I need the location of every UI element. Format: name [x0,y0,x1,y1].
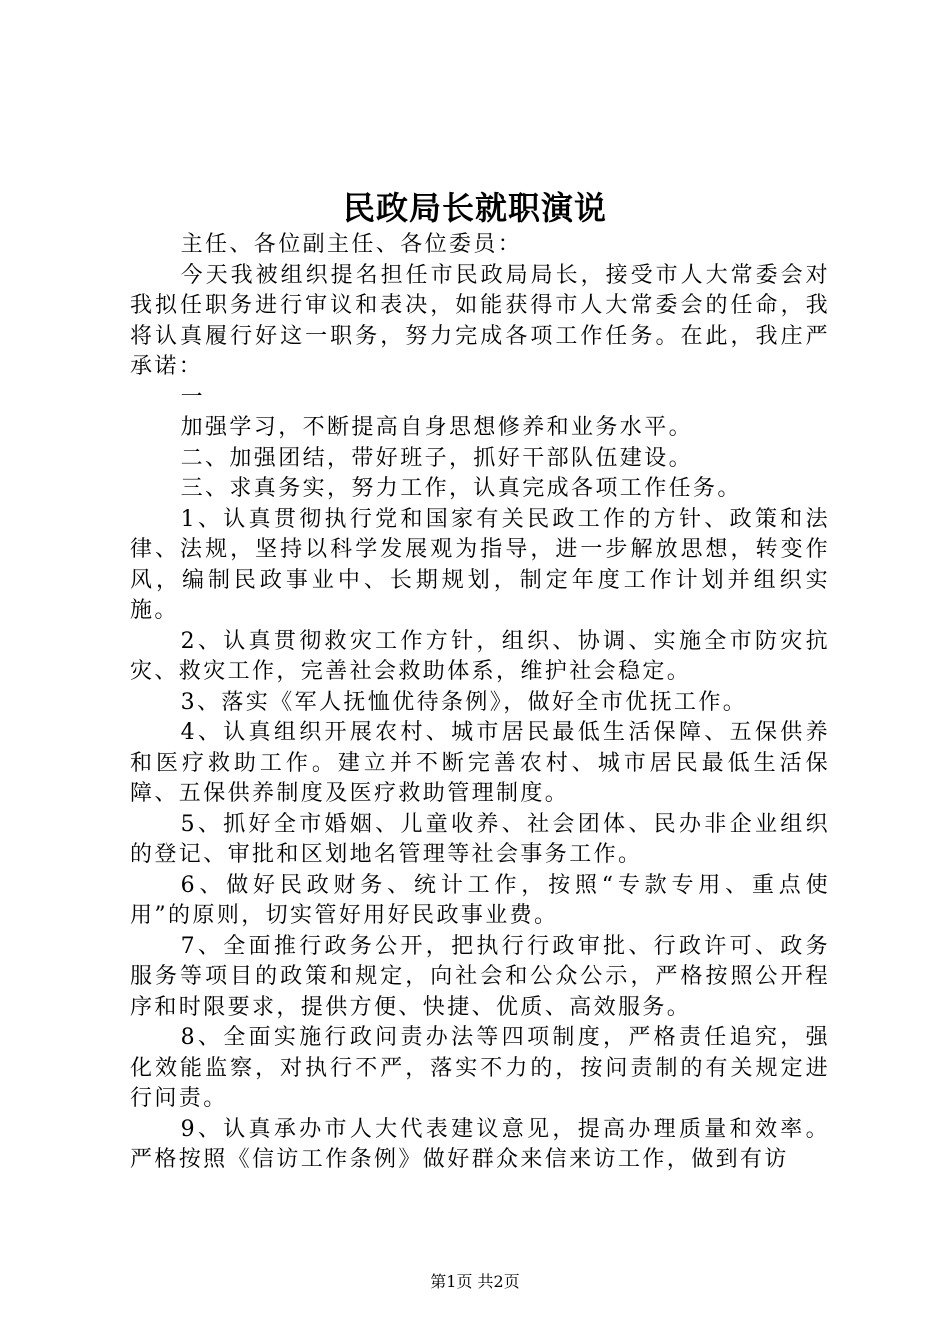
paragraph-pledge-three: 三、求真务实，努力工作，认真完成各项工作任务。 [180,476,742,501]
paragraph-item-5: 5、抓好全市婚姻、儿童收养、社会团体、民办非企业组织的登记、审批和区划地名管理等社会事务工作。 [130,811,830,867]
paragraph-item-1: 1、认真贯彻执行党和国家有关民政工作的方针、政策和法律、法规，坚持以科学发展观为指导，进一步解放思想，转变作风，编制民政事业中、长期规划，制定年度工作计划并组织实施。 [130,506,830,623]
page-footer: 第1页 共2页 [430,1272,520,1291]
paragraph-item-7: 7、全面推行政务公开，把执行行政审批、行政许可、政务服务等项目的政策和规定，向社会和公众公示，严格按照公开程序和时限要求，提供方便、快捷、优质、高效服务。 [130,933,830,1020]
paragraph-item-8: 8、全面实施行政问责办法等四项制度，严格责任追究，强化效能监察，对执行不严，落实不力的，按问责制的有关规定进行问责。 [130,1025,830,1111]
paragraph-item-4: 4、认真组织开展农村、城市居民最低生活保障、五保供养和医疗救助工作。建立并不断完善农村、城市居民最低生活保障、五保供养制度及医疗救助管理制度。 [130,720,830,806]
paragraph-heading-one: 一 [180,384,205,410]
document-title: 民政局长就职演说 [342,189,607,227]
paragraph-intro: 今天我被组织提名担任市民政局局长，接受市人大常委会对我拟任职务进行审议和表决，如能获得市人大常委会的任命，我将认真履行好这一职务，努力完成各项工作任务。在此，我庄严承诺： [130,262,830,379]
paragraph-item-3: 3、落实《军人抚恤优待条例》，做好全市优抚工作。 [180,689,748,715]
paragraph-item-6: 6、做好民政财务、统计工作，按照“专款专用、重点使用”的原则，切实管好用好民政事业费。 [130,872,830,928]
paragraph-item-2: 2、认真贯彻救灾工作方针，组织、协调、实施全市防灾抗灾、救灾工作，完善社会救助体系，维护社会稳定。 [130,628,830,684]
document-body [130,230,830,1176]
paragraph-salutation: 主任、各位副主任、各位委员： [180,232,523,257]
paragraph-pledge-one: 加强学习，不断提高自身思想修养和业务水平。 [180,415,693,440]
paragraph-pledge-two: 二、加强团结，带好班子，抓好干部队伍建设。 [180,445,693,471]
paragraph-item-9: 9、认真承办市人大代表建议意见，提高办理质量和效率。严格按照《信访工作条例》做好群众来信来访工作，做到有访 [130,1116,830,1172]
